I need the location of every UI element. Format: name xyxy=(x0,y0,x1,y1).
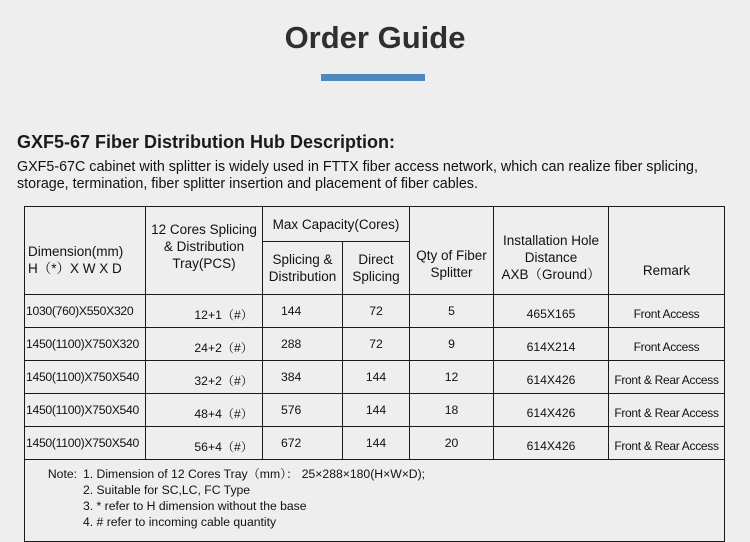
cell-remark: Front & Rear Access xyxy=(609,427,725,460)
cell-hole: 614X214 xyxy=(494,328,609,361)
header-direct-splicing: Direct Splicing xyxy=(343,242,410,295)
order-guide-table xyxy=(24,206,725,542)
header-qty-splitter: Qty of Fiber Splitter xyxy=(410,207,494,295)
cell-direct: 72 xyxy=(343,295,410,328)
notes-list xyxy=(83,466,425,530)
table-row xyxy=(25,328,725,361)
cell-dimension: 1450(1100)X750X540 xyxy=(25,361,146,394)
cell-hole: 465X165 xyxy=(494,295,609,328)
cell-remark: Front & Rear Access xyxy=(609,361,725,394)
cell-qty: 9 xyxy=(410,328,494,361)
notes-cell xyxy=(25,460,725,542)
note-item: 3. * refer to H dimension without the base xyxy=(83,499,307,513)
cell-dimension: 1450(1100)X750X320 xyxy=(25,328,146,361)
cell-tray: 12+1（#） xyxy=(146,295,263,328)
cell-dimension: 1450(1100)X750X540 xyxy=(25,427,146,460)
cell-dimension: 1450(1100)X750X540 xyxy=(25,394,146,427)
cell-remark: Front & Rear Access xyxy=(609,394,725,427)
cell-qty: 12 xyxy=(410,361,494,394)
cell-splicing: 672 xyxy=(263,427,343,460)
cell-tray: 48+4（#） xyxy=(146,394,263,427)
header-hole-line1: Installation Hole Distance xyxy=(502,233,600,265)
header-max-capacity: Max Capacity(Cores) xyxy=(263,207,410,242)
header-dimension-line1: Dimension(mm) xyxy=(28,243,124,259)
cell-qty: 5 xyxy=(410,295,494,328)
section-heading: GXF5-67 Fiber Distribution Hub Description: xyxy=(17,132,396,152)
cell-splicing: 144 xyxy=(263,295,343,328)
header-splicing-distribution: Splicing & Distribution xyxy=(263,242,343,295)
header-remark: Remark xyxy=(609,207,725,295)
header-installation-hole xyxy=(494,207,609,295)
cell-direct: 72 xyxy=(343,328,410,361)
cell-direct: 144 xyxy=(343,361,410,394)
cell-tray: 24+2（#） xyxy=(146,328,263,361)
note-item: 4. # refer to incoming cable quantity xyxy=(83,515,277,529)
notes-label: Note: xyxy=(47,467,77,481)
cell-dimension: 1030(760)X550X320 xyxy=(25,295,146,328)
header-dimension xyxy=(25,207,146,295)
note-item: 1. Dimension of 12 Cores Tray（mm）： 25×288×180(H×W×D); xyxy=(83,467,426,481)
cell-splicing: 288 xyxy=(263,328,343,361)
section-description: GXF5-67C cabinet with splitter is widely used in FTTX fiber access network, which can realize fiber splicing, storage, termination, fiber splitter insertion and placement of fiber cables. xyxy=(17,159,698,192)
cell-splicing: 576 xyxy=(263,394,343,427)
table-row xyxy=(25,295,725,328)
cell-tray: 32+2（#） xyxy=(146,361,263,394)
note-item: 2. Suitable for SC,LC, FC Type xyxy=(83,483,251,497)
table-row xyxy=(25,427,725,460)
cell-direct: 144 xyxy=(343,394,410,427)
cell-hole: 614X426 xyxy=(494,394,609,427)
table-row xyxy=(25,394,725,427)
cell-remark: Front Access xyxy=(609,328,725,361)
header-tray: 12 Cores Splicing & Distribution Tray(PCS) xyxy=(146,207,263,295)
header-hole-line2: AXB（Ground） xyxy=(501,267,601,282)
cell-direct: 144 xyxy=(343,427,410,460)
cell-hole: 614X426 xyxy=(494,427,609,460)
cell-hole: 614X426 xyxy=(494,361,609,394)
title-accent-bar xyxy=(321,74,425,81)
header-dimension-line2: H（*）X W X D xyxy=(28,260,122,276)
cell-remark: Front Access xyxy=(609,295,725,328)
notes-row xyxy=(25,460,725,542)
cell-tray: 56+4（#） xyxy=(146,427,263,460)
cell-splicing: 384 xyxy=(263,361,343,394)
cell-qty: 18 xyxy=(410,394,494,427)
page-title: Order Guide xyxy=(284,20,466,55)
table-row xyxy=(25,361,725,394)
order-guide-table-container xyxy=(24,206,725,542)
cell-qty: 20 xyxy=(410,427,494,460)
